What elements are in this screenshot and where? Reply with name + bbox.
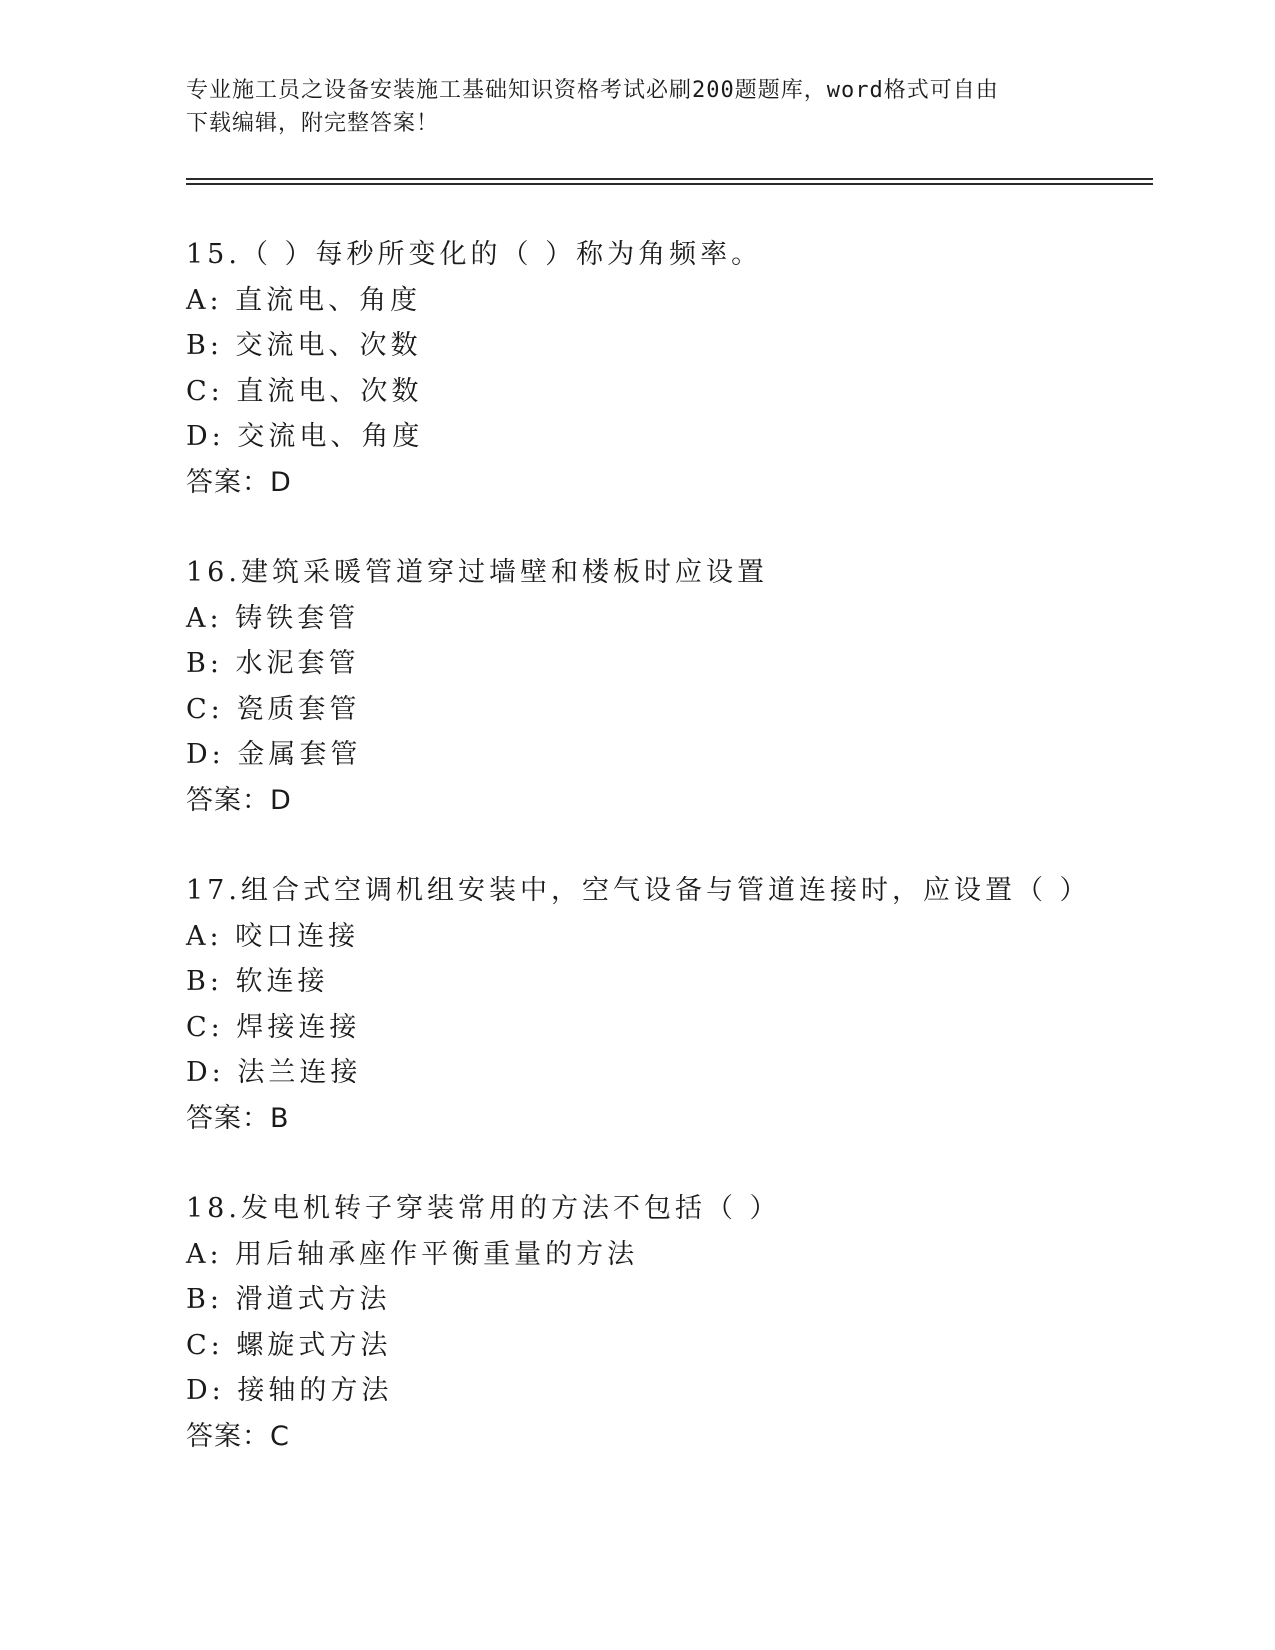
question-stem: 17.组合式空调机组安装中，空气设备与管道连接时，应设置（ ） xyxy=(186,875,1091,906)
option-c: C: 螺旋式方法 xyxy=(186,1329,392,1361)
question-stem: 18.发电机转子穿装常用的方法不包括（ ） xyxy=(186,1193,781,1224)
option-d: D: 金属套管 xyxy=(186,739,362,770)
option-a: A: 用后轴承座作平衡重量的方法 xyxy=(186,1238,639,1270)
question-stem: 15.（ ）每秒所变化的（ ）称为角频率。 xyxy=(186,239,763,270)
option-a: A: 直流电、角度 xyxy=(186,284,422,316)
question-stem: 16.建筑采暖管道穿过墙壁和楼板时应设置 xyxy=(186,557,768,588)
header-line-1: 专业施工员之设备安装施工基础知识资格考试必刷200题题库，word格式可自由 xyxy=(186,78,999,103)
option-d: D: 交流电、角度 xyxy=(186,421,424,452)
header-divider-bottom xyxy=(186,183,1153,185)
option-b: B: 软连接 xyxy=(186,966,329,997)
answer: 答案：D xyxy=(186,466,292,498)
question-17 xyxy=(186,868,1146,1141)
option-c: C: 瓷质套管 xyxy=(186,693,361,725)
option-c: C: 直流电、次数 xyxy=(186,375,423,407)
option-b: B: 交流电、次数 xyxy=(186,330,422,361)
option-d: D: 法兰连接 xyxy=(186,1057,362,1088)
answer: 答案：B xyxy=(186,1102,290,1134)
document-header xyxy=(186,74,1066,140)
option-c: C: 焊接连接 xyxy=(186,1011,361,1043)
option-a: A: 咬口连接 xyxy=(186,920,360,952)
header-line-2: 下载编辑，附完整答案！ xyxy=(186,111,440,136)
option-d: D: 接轴的方法 xyxy=(186,1375,393,1406)
header-divider-top xyxy=(186,178,1153,180)
question-18 xyxy=(186,1186,1146,1459)
answer: 答案：D xyxy=(186,784,292,816)
option-b: B: 滑道式方法 xyxy=(186,1284,391,1315)
option-b: B: 水泥套管 xyxy=(186,648,360,679)
question-15 xyxy=(186,232,1146,505)
question-16 xyxy=(186,550,1146,823)
answer: 答案：C xyxy=(186,1420,290,1452)
option-a: A: 铸铁套管 xyxy=(186,602,360,634)
